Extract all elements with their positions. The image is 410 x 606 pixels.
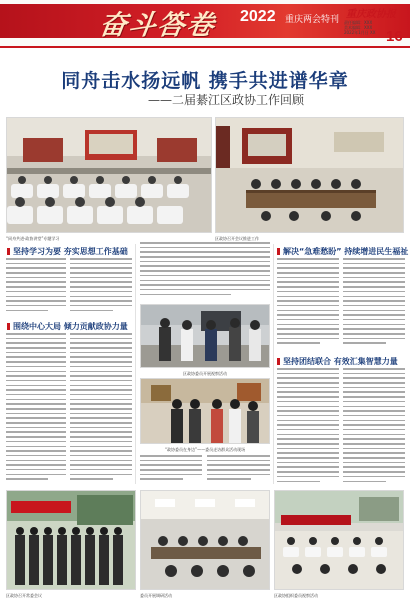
photo-image: [141, 491, 270, 590]
photo-caption: 委员开展调研活动: [140, 593, 172, 598]
edition-line: 2022年1月日 XX: [344, 30, 376, 35]
photo-image: [216, 118, 404, 233]
article-body-text: [6, 333, 66, 483]
issue-label: 重庆两会特刊: [285, 15, 340, 25]
page-banner: [0, 0, 410, 48]
article-body-text: [140, 455, 202, 485]
edition-info: [344, 20, 384, 35]
article-body-text: [6, 258, 66, 316]
photo-outdoor-event: [274, 490, 404, 590]
photo-caption: 区政协组织委员视察活动: [274, 593, 318, 598]
article-quote-text: [140, 242, 270, 302]
photo-image: [275, 491, 404, 590]
column-divider: [135, 244, 136, 484]
column-divider: [273, 244, 274, 484]
masthead: 重庆政协报: [346, 9, 396, 20]
photo-caption: 区政协召开会议推进工作: [215, 236, 259, 241]
edition-line: 责任编辑：XXX: [344, 20, 373, 25]
article-body-text: [343, 368, 405, 484]
article-body-text: [277, 368, 339, 484]
photo-committee-members: [140, 304, 270, 368]
article-body-text: [277, 258, 339, 352]
photo-image: [7, 118, 212, 233]
section-title: 坚持团结联合 有效汇集智慧力量: [277, 356, 398, 367]
year-label: 2022: [240, 8, 276, 25]
page-number: 16: [386, 28, 403, 45]
article-headline: 同舟击水扬远帆 携手共进谱华章: [61, 70, 349, 92]
photo-image: [141, 379, 270, 444]
photo-group-assembly: [6, 490, 136, 590]
article-subheadline: ——二届綦江区政协工作回顾: [148, 93, 305, 107]
article-body-text: [70, 333, 132, 483]
photo-caption: 区政协委员开展视察活动: [183, 371, 227, 376]
section-title: 围绕中心大局 倾力贡献政协力量: [7, 321, 128, 332]
photo-conference-room: [140, 490, 270, 590]
photo-meeting-room: [215, 117, 404, 233]
article-body-text: [207, 455, 270, 485]
photo-caption: “同舟共进·政协讲堂”专题学习: [6, 236, 60, 241]
section-title-logo: 奋斗答卷: [97, 10, 218, 41]
photo-community-visit: [140, 378, 270, 444]
article-body-text: [70, 258, 132, 316]
edition-line: 美术编辑：XXX: [344, 25, 373, 30]
section-title: 解决“急难愁盼” 持续增进民生福祉: [277, 246, 408, 257]
photo-image: [7, 491, 136, 590]
article-body-text: [140, 242, 270, 298]
photo-caption: 区政协召开常委会议: [6, 593, 42, 598]
article-body-text: [343, 258, 405, 352]
section-title: 坚持学习为要 夯实思想工作基础: [7, 246, 128, 257]
photo-image: [141, 305, 270, 368]
photo-conference-hall: [6, 117, 212, 233]
photo-caption: “政协委员在身边”——委员走访群众活动现场: [164, 447, 246, 452]
